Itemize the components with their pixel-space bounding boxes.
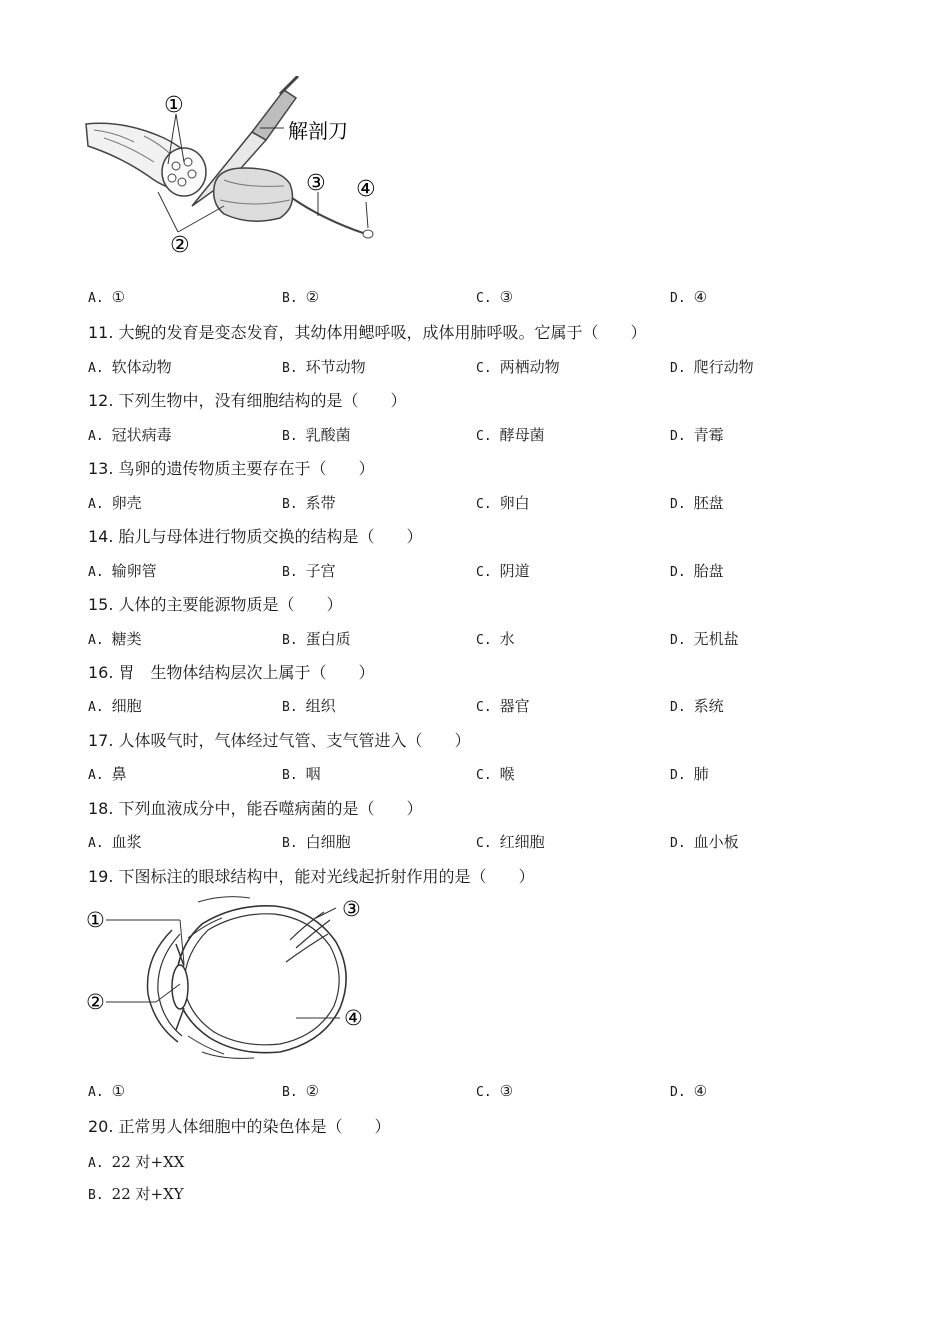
q19-option-d[interactable]: D. ④	[670, 1082, 708, 1100]
q18-option-a[interactable]: A. 血浆	[88, 833, 142, 851]
q13-options	[88, 492, 868, 514]
q14-option-b[interactable]: B. 子宫	[282, 562, 336, 580]
q18-option-b[interactable]: B. 白细胞	[282, 833, 351, 851]
q19-text: 19. 下图标注的眼球结构中，能对光线起折射作用的是（ ）	[88, 867, 535, 886]
q10-option-c[interactable]: C. ③	[476, 288, 514, 306]
eye-label-1: ①	[86, 908, 105, 932]
q16-option-a[interactable]: A. 细胞	[88, 697, 142, 715]
q12-options	[88, 424, 868, 446]
eye-label-2: ②	[86, 990, 105, 1014]
q13-option-b[interactable]: B. 系带	[282, 494, 336, 512]
q14-options	[88, 560, 868, 582]
q15-option-c[interactable]: C. 水	[476, 630, 515, 648]
q11-text: 11. 大鲵的发育是变态发育，其幼体用鳃呼吸，成体用肺呼吸。它属于（ ）	[88, 323, 647, 342]
q18-options	[88, 831, 868, 853]
eyeball-figure	[84, 894, 374, 1060]
q11-option-b[interactable]: B. 环节动物	[282, 358, 366, 376]
q20-option-a[interactable]: A. 22 对+XX	[88, 1153, 185, 1171]
eye-label-3: ③	[342, 897, 361, 921]
fig1-label-3: ③	[306, 171, 326, 196]
q13-option-d[interactable]: D. 胚盘	[670, 494, 724, 512]
dissection-figure	[84, 76, 384, 262]
q16-option-b[interactable]: B. 组织	[282, 697, 336, 715]
q17-options	[88, 763, 868, 785]
q16-text: 16. 胃 生物体结构层次上属于（ ）	[88, 663, 375, 682]
q16-options	[88, 695, 868, 717]
q15-text: 15. 人体的主要能源物质是（ ）	[88, 595, 343, 614]
q13-option-c[interactable]: C. 卵白	[476, 494, 530, 512]
q10-option-b[interactable]: B. ②	[282, 288, 320, 306]
q18-option-c[interactable]: C. 红细胞	[476, 833, 545, 851]
q14-option-c[interactable]: C. 阴道	[476, 562, 530, 580]
q12-option-c[interactable]: C. 酵母菌	[476, 426, 545, 444]
q12-option-d[interactable]: D. 青霉	[670, 426, 724, 444]
q11-option-c[interactable]: C. 两栖动物	[476, 358, 560, 376]
q13-option-a[interactable]: A. 卵壳	[88, 494, 142, 512]
q12-text: 12. 下列生物中，没有细胞结构的是（ ）	[88, 391, 407, 410]
q13-text: 13. 鸟卵的遗传物质主要存在于（ ）	[88, 459, 375, 478]
q14-option-d[interactable]: D. 胎盘	[670, 562, 724, 580]
q16-option-d[interactable]: D. 系统	[670, 697, 724, 715]
q12-option-a[interactable]: A. 冠状病毒	[88, 426, 172, 444]
q17-option-d[interactable]: D. 肺	[670, 765, 709, 783]
q20-text: 20. 正常男人体细胞中的染色体是（ ）	[88, 1117, 391, 1136]
q19-options	[88, 1082, 868, 1104]
q14-option-a[interactable]: A. 输卵管	[88, 562, 157, 580]
q19-option-a[interactable]: A. ①	[88, 1082, 126, 1100]
fig1-label-4: ④	[356, 177, 376, 202]
q17-option-a[interactable]: A. 鼻	[88, 765, 127, 783]
q10-option-d[interactable]: D. ④	[670, 288, 708, 306]
q11-options	[88, 356, 868, 378]
q18-text: 18. 下列血液成分中，能吞噬病菌的是（ ）	[88, 799, 423, 818]
fig1-tool-label: 解剖刀	[288, 119, 348, 143]
q17-option-c[interactable]: C. 喉	[476, 765, 515, 783]
q10-option-a[interactable]: A. ①	[88, 288, 126, 306]
q17-option-b[interactable]: B. 咽	[282, 765, 321, 783]
fig1-label-1: ①	[164, 93, 184, 118]
q19-option-b[interactable]: B. ②	[282, 1082, 320, 1100]
q16-option-c[interactable]: C. 器官	[476, 697, 530, 715]
q10-options	[88, 288, 868, 310]
q12-option-b[interactable]: B. 乳酸菌	[282, 426, 351, 444]
q20-option-b[interactable]: B. 22 对+XY	[88, 1185, 184, 1203]
q15-option-b[interactable]: B. 蛋白质	[282, 630, 351, 648]
q15-options	[88, 628, 868, 650]
fig1-label-2: ②	[170, 233, 190, 258]
q19-option-c[interactable]: C. ③	[476, 1082, 514, 1100]
q11-option-d[interactable]: D. 爬行动物	[670, 358, 754, 376]
q15-option-a[interactable]: A. 糖类	[88, 630, 142, 648]
eye-label-4: ④	[344, 1006, 363, 1030]
q11-option-a[interactable]: A. 软体动物	[88, 358, 172, 376]
q17-text: 17. 人体吸气时，气体经过气管、支气管进入（ ）	[88, 731, 471, 750]
q15-option-d[interactable]: D. 无机盐	[670, 630, 739, 648]
q14-text: 14. 胎儿与母体进行物质交换的结构是（ ）	[88, 527, 423, 546]
q18-option-d[interactable]: D. 血小板	[670, 833, 739, 851]
